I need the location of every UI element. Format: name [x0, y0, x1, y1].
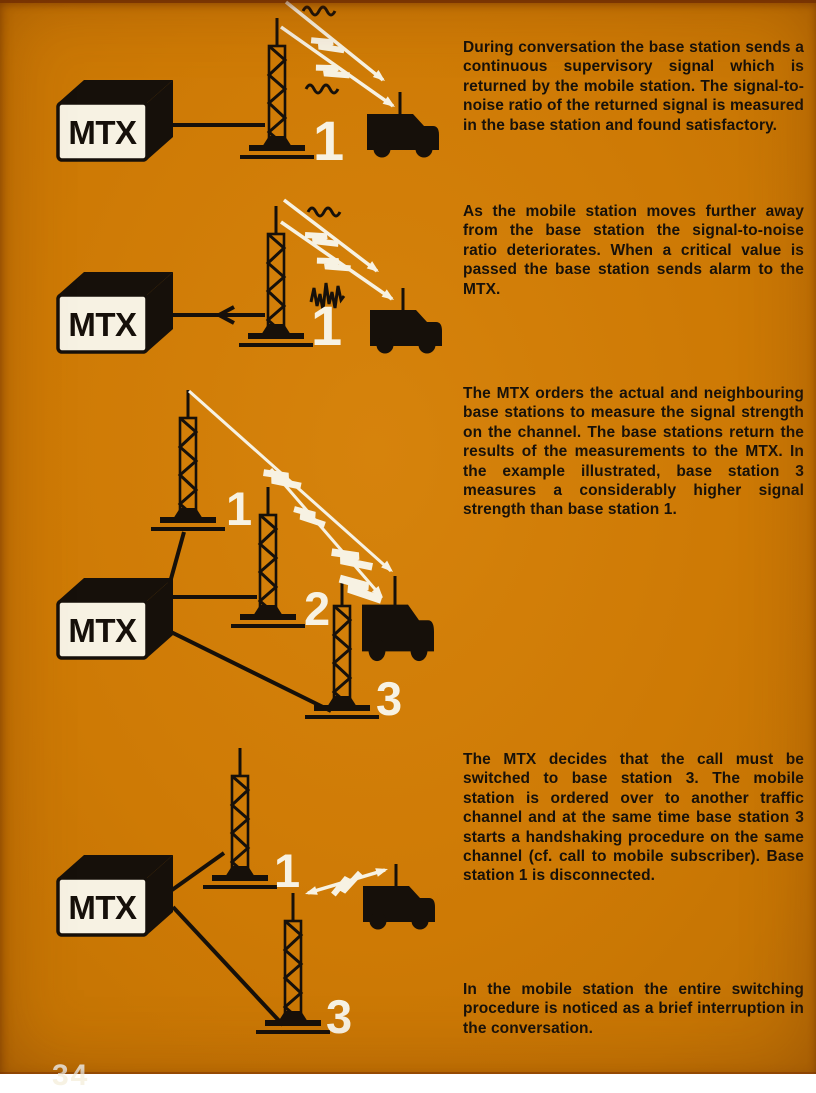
figure-signal-deteriorates [58, 200, 442, 357]
mobile-station-truck-icon [370, 288, 442, 354]
station-number-label: 1 [313, 109, 345, 172]
radio-wave-squiggle-icon [308, 208, 340, 216]
antenna-mast-icon [256, 893, 330, 1034]
antenna-mast-icon [203, 748, 277, 889]
station-number-label: 3 [326, 990, 353, 1043]
mtx-switch-icon [58, 272, 173, 352]
station-number-label: 1 [311, 294, 343, 357]
mtx-switch-icon [58, 80, 173, 160]
paragraph-signal-deteriorates: As the mobile station moves further away from the base station the signal-to-noise ratio deteriorates. When a critical value is passed the base station sends alarm to the MTX. [463, 203, 804, 298]
paragraph-interruption: In the mobile station the entire switching procedure is noticed as a brief interruption in the conversation. [463, 981, 804, 1037]
mtx-switch-icon [58, 578, 173, 658]
radio-wave-squiggle-icon [306, 85, 338, 93]
figure-handover [58, 748, 435, 1043]
mtx-label: MTX [68, 114, 137, 151]
signal-bolt-icon [189, 391, 396, 579]
antenna-mast-icon [240, 18, 314, 159]
antenna-mast-icon [239, 206, 313, 347]
mobile-station-truck-icon [367, 92, 439, 158]
antenna-mast-icon [151, 390, 225, 531]
mtx-label: MTX [68, 889, 137, 926]
radio-wave-squiggle-icon [303, 7, 335, 15]
figure-signal-ok [58, 2, 439, 172]
page-number: 34 [52, 1059, 90, 1092]
station-number-label: 2 [304, 582, 331, 635]
mtx-switch-icon [58, 855, 173, 935]
mtx-link-line [169, 532, 184, 586]
station-number-label: 1 [274, 844, 301, 897]
station-number-label: 3 [376, 672, 403, 725]
mtx-link-line [169, 631, 331, 711]
mtx-label: MTX [68, 612, 137, 649]
paragraph-measurement: The MTX orders the actual and neighbouring base stations to measure the signal strength on the channel. The base stations return the results of the measurements to the MTX. In the example illustrated, base station 3 measures a considerably higher signal strength than base station 1. [463, 385, 804, 519]
paragraph-signal-ok: During conversation the base station sends a continuous supervisory signal which is returned by the mobile station. The signal-to-noise ratio of the returned signal is measured in the base station and found satisfactory. [463, 39, 804, 134]
figure-measurement [58, 390, 434, 725]
station-number-label: 1 [226, 482, 253, 535]
paragraph-handover: The MTX decides that the call must be switched to base station 3. The mobile station is ordered over to another traffic channel and at the same time base station 3 starts a handshaking procedure on the same channel (cf. call to mobile subscriber). Base station 1 is disconnected. [463, 751, 804, 885]
mtx-link-line [172, 853, 224, 890]
mtx-label: MTX [68, 306, 137, 343]
signal-bolt-icon [281, 27, 398, 111]
mtx-link-line [173, 907, 283, 1025]
